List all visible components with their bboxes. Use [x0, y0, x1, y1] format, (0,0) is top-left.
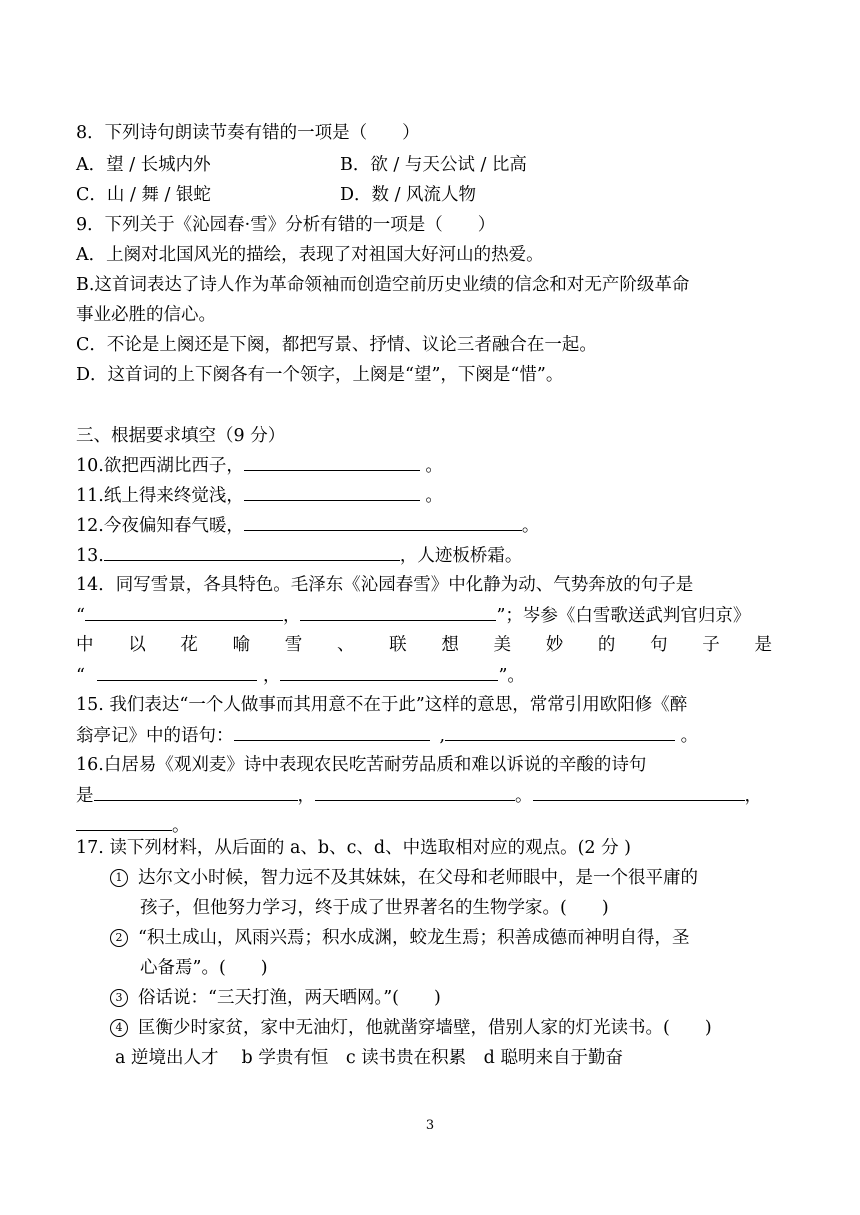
q16-comma1: ， [297, 786, 315, 806]
circled-number: 4 [110, 1019, 128, 1037]
q11 [76, 480, 776, 511]
q10-end: 。 [419, 456, 443, 476]
q17-options: a 逆境出人才 b 学贵有恒 c 读书贵在积累 d 聪明来自于勤奋 [115, 1048, 623, 1068]
q8-option-b: B．欲 / 与天公试 / 比高 [340, 155, 527, 175]
q14-blank3[interactable] [97, 660, 257, 681]
q11-blank[interactable] [244, 480, 420, 501]
q8-option-c: C．山 / 舞 / 银蛇 [76, 185, 211, 205]
q16-blank2[interactable] [315, 780, 515, 801]
q14-char: 句 [650, 635, 668, 655]
q16-period: 。 [515, 786, 533, 806]
q10-text: 10.欲把西湖比西子， [76, 456, 244, 476]
q10 [76, 450, 776, 481]
q13-text: 13. [76, 546, 104, 566]
q8-option-a: A．望 / 长城内外 [76, 155, 211, 175]
q16-comma2: ， [744, 786, 762, 806]
q12 [76, 510, 776, 541]
q14-char: 子 [702, 635, 720, 655]
page-number: 3 [425, 1118, 435, 1133]
q12-text: 12.今夜偏知春气暖， [76, 516, 244, 536]
q9-option-b-line2: 事业必胜的信心。 [76, 305, 216, 325]
q15-end: 。 [675, 726, 699, 746]
q14-blank1[interactable] [85, 600, 283, 621]
q17-item1-line2: 孩子，但他努力学习，终于成了世界著名的生物学家。( ) [140, 898, 609, 918]
q14-comma: ， [282, 606, 301, 626]
q12-blank[interactable] [244, 510, 522, 531]
q16-blank4[interactable] [76, 810, 172, 831]
section3-title: 三、根据要求填空（9 分） [76, 426, 286, 446]
q14-line1: 14．同写雪景，各具特色。毛泽东《沁园春雪》中化静为动、气势奔放的句子是 [76, 575, 694, 595]
q15-text: 翁亭记》中的语句： [76, 726, 234, 746]
q15-line1: 15. 我们表达“一个人做事而其用意不在于此”这样的意思，常常引用欧阳修《醉 [76, 695, 688, 715]
q9-option-b-line1: B.这首词表达了诗人作为革命领袖而创造空前历史业绩的信念和对无产阶级革命 [76, 275, 690, 295]
q16-end: 。 [172, 816, 190, 836]
q9-option-a: A．上阕对北国风光的描绘，表现了对祖国大好河山的热爱。 [76, 245, 544, 265]
q14-blank4[interactable] [280, 660, 498, 681]
circled-number: 2 [110, 929, 128, 947]
circled-number: 3 [110, 989, 128, 1007]
q8-options-row2 [76, 180, 776, 210]
q14-char: 、 [336, 635, 355, 655]
q14-mid: ”；岑参《白雪歌送武判官归京》 [496, 606, 751, 626]
q15-line2 [76, 720, 776, 751]
q15-blank2[interactable] [445, 720, 675, 741]
q9-stem: 9．下列关于《沁园春·雪》分析有错的一项是（ ） [76, 215, 496, 235]
q11-end: 。 [419, 486, 443, 506]
q17-item1-line1 [110, 863, 810, 893]
q14-quote-close2: ”。 [498, 666, 525, 686]
q15-comma: , [439, 726, 446, 746]
q15-blank1[interactable] [234, 720, 430, 741]
q14-char: 的 [597, 635, 616, 655]
q17-item4-text: 匡衡少时家贫，家中无油灯，他就凿穿墙壁，借别人家的灯光读书。( ) [138, 1018, 712, 1038]
q17-item1-text: 达尔文小时候，智力远不及其妹妹，在父母和老师眼中，是一个很平庸的 [138, 868, 698, 888]
q14-quote-open: “ [76, 606, 85, 626]
q16-line2 [76, 780, 776, 811]
q10-blank[interactable] [244, 450, 420, 471]
q14-char: 想 [441, 635, 459, 655]
q17-item2-line1 [110, 923, 810, 953]
q9-option-d: D．这首词的上下阕各有一个领字，上阕是“望”，下阕是“惜”。 [76, 365, 564, 385]
q14-quote-open2: “ [76, 666, 85, 686]
q16-line1: 16.白居易《观刈麦》诗中表现农民吃苦耐劳品质和难以诉说的辛酸的诗句 [76, 755, 647, 775]
q16-shi: 是 [76, 786, 94, 806]
q8-options-row1 [76, 150, 776, 180]
q17-item3 [110, 983, 810, 1013]
circled-number: 1 [110, 869, 128, 887]
q14-char: 美 [493, 635, 511, 655]
q14-char: 雪 [284, 635, 303, 655]
q16-blank1[interactable] [94, 780, 298, 801]
q17-stem: 17. 读下列材料，从后面的 a、b、c、d、中选取相对应的观点。(2 分 ) [76, 838, 632, 858]
q14-line3 [76, 630, 772, 660]
q9-option-c: C．不论是上阕还是下阕，都把写景、抒情、议论三者融合在一起。 [76, 335, 597, 355]
q16-blank3[interactable] [533, 780, 745, 801]
q14-blank2[interactable] [300, 600, 496, 621]
q17-item4 [110, 1013, 810, 1043]
q8-option-d: D．数 / 风流人物 [340, 185, 477, 205]
q14-char: 喻 [232, 635, 251, 655]
q14-char: 妙 [545, 635, 564, 655]
q14-line4 [76, 660, 776, 691]
q17-item3-text: 俗话说：“三天打渔，两天晒网。”( ) [138, 988, 441, 1008]
q13-end: ，人迹板桥霜。 [399, 546, 523, 566]
q14-char: 花 [180, 635, 198, 655]
q13 [76, 540, 776, 571]
q8-stem: 8．下列诗句朗读节奏有错的一项是（ ） [76, 123, 420, 143]
q11-text: 11.纸上得来终觉浅， [76, 486, 244, 506]
q13-blank[interactable] [104, 540, 400, 561]
q12-end: 。 [521, 516, 540, 536]
q14-char: 联 [389, 635, 407, 655]
q14-char: 是 [754, 635, 772, 655]
q14-line2 [76, 600, 776, 631]
q17-item2-text: “积土成山，风雨兴焉；积水成渊，蛟龙生焉；积善成德而神明自得，圣 [138, 928, 690, 948]
q17-item2-line2: 心备焉”。( ) [140, 958, 268, 978]
q14-char: 以 [128, 635, 146, 655]
q14-comma2: ， [262, 666, 281, 686]
q14-char: 中 [76, 635, 94, 655]
